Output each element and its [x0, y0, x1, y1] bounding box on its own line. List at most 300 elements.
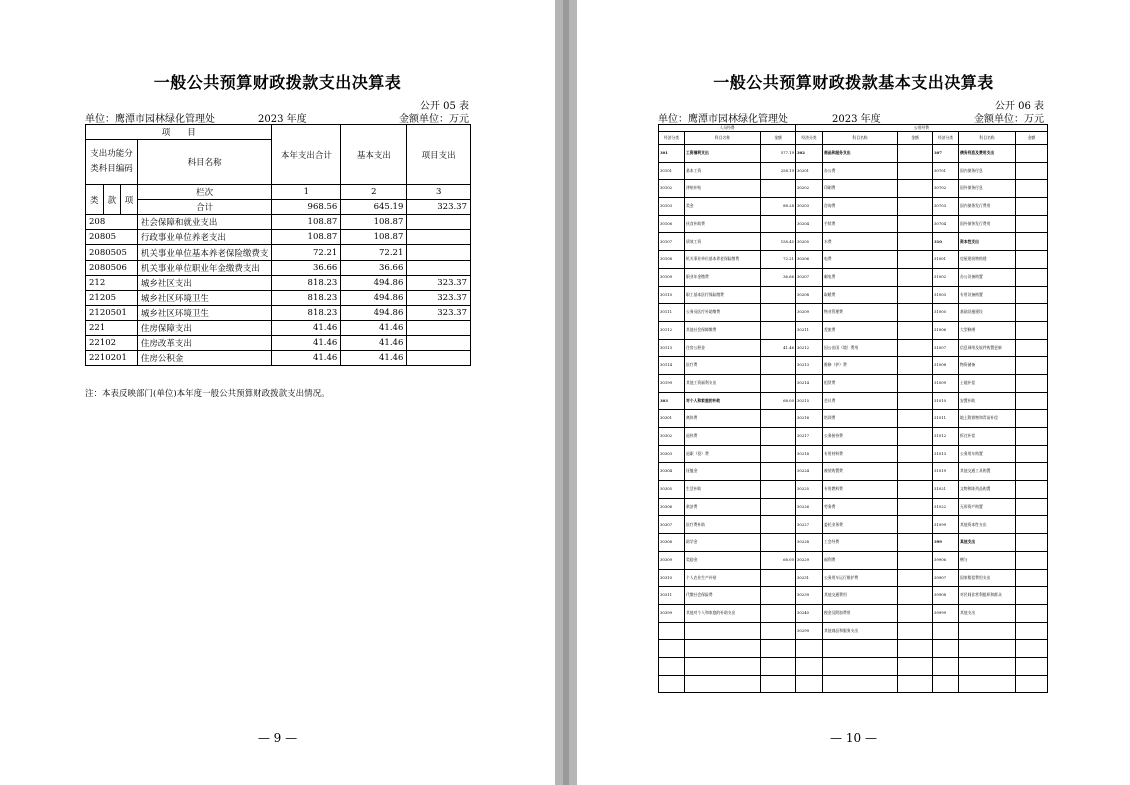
amount: 36.66	[761, 268, 796, 286]
amount	[898, 640, 933, 658]
table-row	[86, 336, 471, 351]
econ-code: 30308	[659, 534, 685, 552]
econ-code: 30702	[933, 180, 959, 198]
total-label: 合计	[137, 200, 272, 215]
amount	[1016, 622, 1048, 640]
econ-code: 31021	[933, 481, 959, 499]
table-row	[659, 392, 1048, 410]
subject-name: 国内债务发行费用	[959, 198, 1016, 216]
subject-name: 商品和服务支出	[823, 145, 898, 163]
row-code: 221	[86, 320, 138, 335]
table-row	[659, 145, 1048, 163]
econ-code: 30112	[659, 321, 685, 339]
econ-code: 30111	[659, 304, 685, 322]
subject-name: 因公出国（境）费用	[823, 339, 898, 357]
subject-name: 医疗费补助	[685, 516, 761, 534]
subject-name: 被装购置费	[823, 463, 898, 481]
header-total: 本年支出合计	[272, 125, 341, 185]
row-basic: 494.86	[341, 305, 407, 320]
row-total: 818.23	[272, 290, 341, 305]
amount: 158.45	[761, 233, 796, 251]
econ-code	[659, 622, 685, 640]
amount	[761, 569, 796, 587]
subject-name: 抚恤金	[685, 463, 761, 481]
table-row	[659, 251, 1048, 269]
amount	[1016, 162, 1048, 180]
econ-code: 31012	[933, 428, 959, 446]
row-basic: 494.86	[341, 290, 407, 305]
econ-code	[659, 640, 685, 658]
econ-code: 30701	[933, 162, 959, 180]
econ-code: 30199	[659, 374, 685, 392]
econ-code: 30106	[659, 215, 685, 233]
row-basic: 108.87	[341, 230, 407, 245]
subject-name: 税金及附加费用	[823, 604, 898, 622]
table-row	[659, 445, 1048, 463]
econ-code: 30216	[796, 410, 823, 428]
econ-code	[796, 675, 823, 693]
subject-name: 水费	[823, 233, 898, 251]
subject-name	[685, 622, 761, 640]
subject-name: 公务员医疗补助缴费	[685, 304, 761, 322]
econ-code: 30202	[796, 180, 823, 198]
amount	[761, 604, 796, 622]
amount	[1016, 551, 1048, 569]
subject-name: 福利费	[823, 551, 898, 569]
subject-name: 咨询费	[823, 198, 898, 216]
row-basic: 41.46	[341, 351, 407, 366]
row-code: 212	[86, 275, 138, 290]
econ-code: 30101	[659, 162, 685, 180]
amount	[1016, 251, 1048, 269]
row-code: 208	[86, 215, 138, 230]
basic-expenditure-table	[658, 124, 1048, 693]
econ-code: 31099	[933, 516, 959, 534]
amount	[898, 657, 933, 675]
amount	[898, 587, 933, 605]
subject-name: 债务利息及费用支出	[959, 145, 1016, 163]
expenditure-table	[85, 124, 471, 366]
subject-name: 机关事业单位基本养老保险缴费	[685, 251, 761, 269]
row-total: 41.46	[272, 320, 341, 335]
page-number: — 9 —	[257, 731, 298, 745]
subject-name: 生活补助	[685, 481, 761, 499]
group-header-personnel: 人员经费	[659, 125, 796, 132]
subject-name: 文物和陈列品购置	[959, 481, 1016, 499]
econ-code: 30211	[796, 321, 823, 339]
page-title: 一般公共预算财政拨款基本支出决算表	[713, 73, 994, 92]
header-kuan: 款	[103, 185, 121, 215]
amount	[761, 675, 796, 693]
amount	[1016, 640, 1048, 658]
row-name: 城乡社区环境卫生	[137, 290, 272, 305]
subject-name	[959, 640, 1016, 658]
econ-code: 30217	[796, 428, 823, 446]
econ-code: 30110	[659, 286, 685, 304]
table-row	[659, 410, 1048, 428]
subject-name: 救济费	[685, 498, 761, 516]
table-row	[86, 320, 471, 335]
econ-code: 30309	[659, 551, 685, 569]
econ-code: 31007	[933, 339, 959, 357]
econ-code: 39907	[933, 569, 959, 587]
econ-code: 39906	[933, 551, 959, 569]
subject-name: 对民间非营利组织和群众	[959, 587, 1016, 605]
amount	[761, 445, 796, 463]
col-header: 经济分类	[933, 132, 959, 145]
unit-label: 单位：鹰潭市园林绿化管理处	[85, 114, 215, 125]
amount	[1016, 657, 1048, 675]
amount	[1016, 587, 1048, 605]
econ-code: 30109	[659, 268, 685, 286]
subject-name: 无形资产购置	[959, 498, 1016, 516]
amount	[761, 657, 796, 675]
col-header: 科目名称	[685, 132, 761, 145]
subject-name: 其他社会保障缴费	[685, 321, 761, 339]
row-code: 22102	[86, 336, 138, 351]
table-row	[86, 290, 471, 305]
amount	[1016, 604, 1048, 622]
row-name: 住房公积金	[137, 351, 272, 366]
subject-name: 资本性支出	[959, 233, 1016, 251]
subject-name: 工会经费	[823, 534, 898, 552]
subject-name: 信息网络及软件购置更新	[959, 339, 1016, 357]
econ-code	[933, 640, 959, 658]
amount: 68.00	[761, 392, 796, 410]
row-name: 城乡社区支出	[137, 275, 272, 290]
econ-code: 31005	[933, 304, 959, 322]
table-row	[659, 215, 1048, 233]
table-row	[659, 268, 1048, 286]
subject-name: 奖励金	[685, 551, 761, 569]
amount	[761, 516, 796, 534]
amount	[761, 304, 796, 322]
subject-name: 离休费	[685, 410, 761, 428]
amount	[898, 551, 933, 569]
subject-name: 其他支出	[959, 604, 1016, 622]
econ-code: 30224	[796, 463, 823, 481]
subject-name: 代缴社会保险费	[685, 587, 761, 605]
econ-code: 30218	[796, 445, 823, 463]
econ-code: 31010	[933, 392, 959, 410]
row-project	[407, 351, 471, 366]
col-header: 金额	[1016, 132, 1048, 145]
amount	[1016, 534, 1048, 552]
econ-code: 30303	[659, 445, 685, 463]
col-header: 科目名称	[823, 132, 898, 145]
table-row	[659, 551, 1048, 569]
amount	[1016, 198, 1048, 216]
amount	[898, 304, 933, 322]
amount	[898, 463, 933, 481]
econ-code: 30304	[659, 463, 685, 481]
table-row	[659, 481, 1048, 499]
amount	[1016, 675, 1048, 693]
col-header: 科目名称	[959, 132, 1016, 145]
amount	[1016, 268, 1048, 286]
amount	[898, 481, 933, 499]
row-project	[407, 260, 471, 275]
econ-code: 303	[659, 392, 685, 410]
row-name: 城乡社区环境卫生	[137, 305, 272, 320]
row-basic: 494.86	[341, 275, 407, 290]
amount	[761, 481, 796, 499]
econ-code: 30231	[796, 569, 823, 587]
amount	[898, 162, 933, 180]
amount	[898, 198, 933, 216]
subject-name: 公务用车购置	[959, 445, 1016, 463]
row-code: 2120501	[86, 305, 138, 320]
amount	[1016, 145, 1048, 163]
header-xiang: 项	[121, 185, 138, 215]
amount	[898, 321, 933, 339]
subject-name: 地上附着物和青苗补偿	[959, 410, 1016, 428]
amount	[898, 215, 933, 233]
amount	[1016, 445, 1048, 463]
econ-code: 30227	[796, 516, 823, 534]
subject-name: 绩效工资	[685, 233, 761, 251]
row-total: 818.23	[272, 305, 341, 320]
row-code: 2080505	[86, 245, 138, 260]
amount	[1016, 180, 1048, 198]
econ-code	[659, 657, 685, 675]
econ-code: 30203	[796, 198, 823, 216]
amount	[898, 180, 933, 198]
subject-name	[685, 640, 761, 658]
amount	[761, 622, 796, 640]
row-project: 323.37	[407, 290, 471, 305]
table-code: 公开 06 表	[994, 101, 1044, 112]
amount	[898, 569, 933, 587]
table-row	[659, 339, 1048, 357]
amount	[761, 428, 796, 446]
subject-name: 其他商品和服务支出	[823, 622, 898, 640]
row-basic: 41.46	[341, 320, 407, 335]
econ-code: 30311	[659, 587, 685, 605]
page-gutter	[555, 0, 577, 785]
econ-code: 301	[659, 145, 685, 163]
econ-code: 30201	[796, 162, 823, 180]
total-project: 323.37	[407, 200, 471, 215]
amount: 41.46	[761, 339, 796, 357]
table-row	[659, 622, 1048, 640]
row-project: 323.37	[407, 305, 471, 320]
subject-name	[823, 640, 898, 658]
row-basic: 36.66	[341, 260, 407, 275]
econ-code: 30226	[796, 498, 823, 516]
subject-name	[959, 657, 1016, 675]
subject-name: 国家赔偿费用支出	[959, 569, 1016, 587]
econ-code: 31006	[933, 321, 959, 339]
row-total: 36.66	[272, 260, 341, 275]
row-name: 机关事业单位基本养老保险缴费支	[137, 245, 272, 260]
row-total: 818.23	[272, 275, 341, 290]
econ-code: 30310	[659, 569, 685, 587]
total-basic: 645.19	[341, 200, 407, 215]
amount	[898, 534, 933, 552]
row-project	[407, 336, 471, 351]
row-name: 行政事业单位养老支出	[137, 230, 272, 245]
amount	[898, 675, 933, 693]
econ-code: 31019	[933, 463, 959, 481]
subject-name: 其他支出	[959, 534, 1016, 552]
amount: 72.21	[761, 251, 796, 269]
row-total: 108.87	[272, 215, 341, 230]
row-total: 72.21	[272, 245, 341, 260]
subject-name: 退职（役）费	[685, 445, 761, 463]
group-header-public: 公用经费	[796, 125, 1048, 132]
amount	[761, 640, 796, 658]
col-header: 经济分类	[796, 132, 823, 145]
econ-code: 30208	[796, 286, 823, 304]
econ-code: 30225	[796, 481, 823, 499]
econ-code: 30209	[796, 304, 823, 322]
subject-name: 手续费	[823, 215, 898, 233]
subject-name: 退休费	[685, 428, 761, 446]
subject-name: 维修（护）费	[823, 357, 898, 375]
econ-code: 310	[933, 233, 959, 251]
amount	[1016, 374, 1048, 392]
table-row	[659, 657, 1048, 675]
amount	[1016, 286, 1048, 304]
table-row	[659, 516, 1048, 534]
subject-name: 电费	[823, 251, 898, 269]
table-row	[659, 162, 1048, 180]
econ-code: 30703	[933, 198, 959, 216]
amount	[898, 604, 933, 622]
econ-code: 31011	[933, 410, 959, 428]
econ-code: 31003	[933, 286, 959, 304]
scrollbar-track[interactable]	[563, 0, 569, 785]
amount	[1016, 481, 1048, 499]
subject-name: 专用设备购置	[959, 286, 1016, 304]
econ-code: 307	[933, 145, 959, 163]
table-row	[86, 351, 471, 366]
econ-code: 39999	[933, 604, 959, 622]
amount	[1016, 516, 1048, 534]
subject-name: 助学金	[685, 534, 761, 552]
amount: 88.28	[761, 198, 796, 216]
table-row	[659, 374, 1048, 392]
table-row	[86, 275, 471, 290]
econ-code: 30239	[796, 587, 823, 605]
econ-code: 30213	[796, 357, 823, 375]
amount	[1016, 498, 1048, 516]
table-row	[659, 180, 1048, 198]
amount	[761, 498, 796, 516]
amount	[898, 622, 933, 640]
table-row	[659, 463, 1048, 481]
subject-name: 伙食补助费	[685, 215, 761, 233]
table-row	[86, 230, 471, 245]
subject-name: 公务用车运行维护费	[823, 569, 898, 587]
amount	[1016, 321, 1048, 339]
amount	[898, 498, 933, 516]
amount	[761, 321, 796, 339]
table-row	[659, 604, 1048, 622]
table-note: 注：本表反映部门(单位)本年度一般公共预算财政拨款支出情况。	[85, 389, 330, 399]
amount	[898, 145, 933, 163]
econ-code: 30103	[659, 198, 685, 216]
subject-name: 工资福利支出	[685, 145, 761, 163]
col-header: 金额	[761, 132, 796, 145]
econ-code: 31002	[933, 268, 959, 286]
page-number: — 10 —	[830, 731, 877, 745]
subject-name: 土地补偿	[959, 374, 1016, 392]
amount	[898, 392, 933, 410]
subject-name: 国内债务付息	[959, 162, 1016, 180]
econ-code: 30114	[659, 357, 685, 375]
econ-code: 30307	[659, 516, 685, 534]
table-row	[659, 304, 1048, 322]
amount	[761, 286, 796, 304]
subject-name: 办公费	[823, 162, 898, 180]
econ-code: 30299	[796, 622, 823, 640]
econ-code: 30305	[659, 481, 685, 499]
subject-name	[685, 657, 761, 675]
subject-name: 对个人和家庭的补助	[685, 392, 761, 410]
amount	[761, 463, 796, 481]
subject-name	[959, 675, 1016, 693]
col-index-2: 2	[341, 185, 407, 200]
table-row	[659, 587, 1048, 605]
row-total: 108.87	[272, 230, 341, 245]
row-total: 41.46	[272, 336, 341, 351]
page-10	[577, 0, 1130, 785]
amount	[1016, 357, 1048, 375]
econ-code	[933, 657, 959, 675]
econ-code: 30207	[796, 268, 823, 286]
amount	[761, 374, 796, 392]
amount	[898, 516, 933, 534]
econ-code: 399	[933, 534, 959, 552]
subject-name: 取暖费	[823, 286, 898, 304]
page-title: 一般公共预算财政拨款支出决算表	[153, 73, 402, 92]
row-name: 住房保障支出	[137, 320, 272, 335]
row-project	[407, 245, 471, 260]
row-project	[407, 230, 471, 245]
row-name: 住房改革支出	[137, 336, 272, 351]
subject-name: 奖金	[685, 198, 761, 216]
econ-code: 30212	[796, 339, 823, 357]
amount	[1016, 392, 1048, 410]
header-lanci: 栏次	[137, 185, 272, 200]
subject-name: 国外债务付息	[959, 180, 1016, 198]
table-row	[659, 569, 1048, 587]
subject-name: 差旅费	[823, 321, 898, 339]
col-index-3: 3	[407, 185, 471, 200]
row-name: 社会保障和就业支出	[137, 215, 272, 230]
table-row	[659, 286, 1048, 304]
subject-name: 国外债务发行费用	[959, 215, 1016, 233]
row-project	[407, 215, 471, 230]
amount	[761, 215, 796, 233]
econ-code: 31001	[933, 251, 959, 269]
col-header: 金额	[898, 132, 933, 145]
subject-name: 个人农业生产补贴	[685, 569, 761, 587]
amount	[898, 445, 933, 463]
amount	[761, 180, 796, 198]
header-subject-name: 科目名称	[137, 140, 272, 185]
subject-name: 委托业务费	[823, 516, 898, 534]
row-basic: 108.87	[341, 215, 407, 230]
subject-name: 会议费	[823, 392, 898, 410]
subject-name: 租赁费	[823, 374, 898, 392]
row-project: 323.37	[407, 275, 471, 290]
row-code: 20805	[86, 230, 138, 245]
amount-unit-label: 金额单位：万元	[974, 114, 1044, 125]
amount	[898, 268, 933, 286]
